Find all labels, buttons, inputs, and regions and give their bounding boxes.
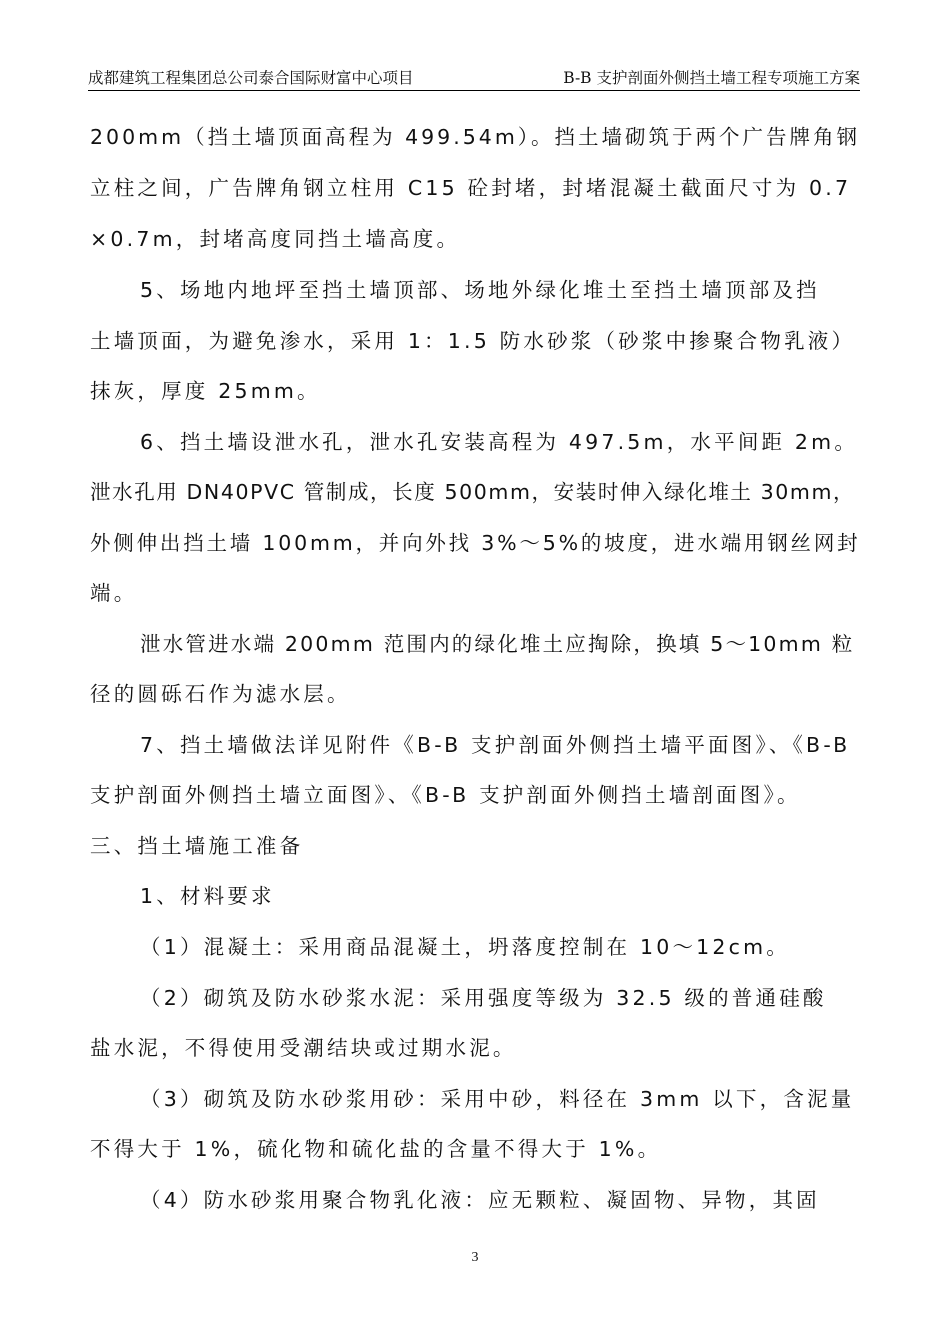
header-project-name: 成都建筑工程集团总公司泰合国际财富中心项目	[88, 69, 414, 87]
text-line: 5、场地内地坪至挡土墙顶部、场地外绿化堆土至挡土墙顶部及挡	[140, 278, 820, 302]
text-line: （4）防水砂浆用聚合物乳化液：应无颗粒、凝固物、异物，其固	[140, 1188, 820, 1212]
text-line: 支护剖面外侧挡土墙立面图》、《B-B 支护剖面外侧挡土墙剖面图》。	[90, 783, 801, 807]
section-heading: 三、挡土墙施工准备	[90, 834, 304, 858]
text-line: 外侧伸出挡土墙 100mm，并向外找 3%～5%的坡度，进水端用钢丝网封	[90, 531, 861, 555]
text-line: 抹灰，厚度 25mm。	[90, 379, 321, 403]
text-line: 6、挡土墙设泄水孔，泄水孔安装高程为 497.5m，水平间距 2m。	[140, 430, 859, 454]
text-line: 径的圆砾石作为滤水层。	[90, 682, 351, 706]
text-line: （3）砌筑及防水砂浆用砂：采用中砂，料径在 3mm 以下，含泥量	[140, 1087, 855, 1111]
text-line: 盐水泥，不得使用受潮结块或过期水泥。	[90, 1036, 517, 1060]
text-line: 泄水管进水端 200mm 范围内的绿化堆土应掏除，换填 5～10mm 粒	[140, 632, 855, 656]
text-line: 泄水孔用 DN40PVC 管制成，长度 500mm，安装时伸入绿化堆土 30mm，	[90, 480, 856, 504]
text-line: 土墙顶面，为避免渗水，采用 1：1.5 防水砂浆（砂浆中掺聚合物乳液）	[90, 329, 856, 353]
subsection-heading: 1、材料要求	[140, 884, 275, 908]
text-line: （1）混凝土：采用商品混凝土，坍落度控制在 10～12cm。	[140, 935, 790, 959]
header-document-title: B-B 支护剖面外侧挡土墙工程专项施工方案	[563, 69, 860, 87]
text-line: 不得大于 1%，硫化物和硫化盐的含量不得大于 1%。	[90, 1137, 662, 1161]
text-line: 端。	[90, 581, 138, 605]
page-header	[88, 62, 860, 91]
text-line: 200mm（挡土墙顶面高程为 499.54m）。挡土墙砌筑于两个广告牌角钢	[90, 125, 861, 149]
text-line: 立柱之间，广告牌角钢立柱用 C15 砼封堵，封堵混凝土截面尺寸为 0.7	[90, 176, 852, 200]
text-line: 7、挡土墙做法详见附件《B-B 支护剖面外侧挡土墙平面图》、《B-B	[140, 733, 851, 757]
page-number: 3	[471, 1250, 479, 1265]
text-line: ×0.7m，封堵高度同挡土墙高度。	[90, 227, 461, 251]
text-line: （2）砌筑及防水砂浆水泥：采用强度等级为 32.5 级的普通硅酸	[140, 986, 827, 1010]
